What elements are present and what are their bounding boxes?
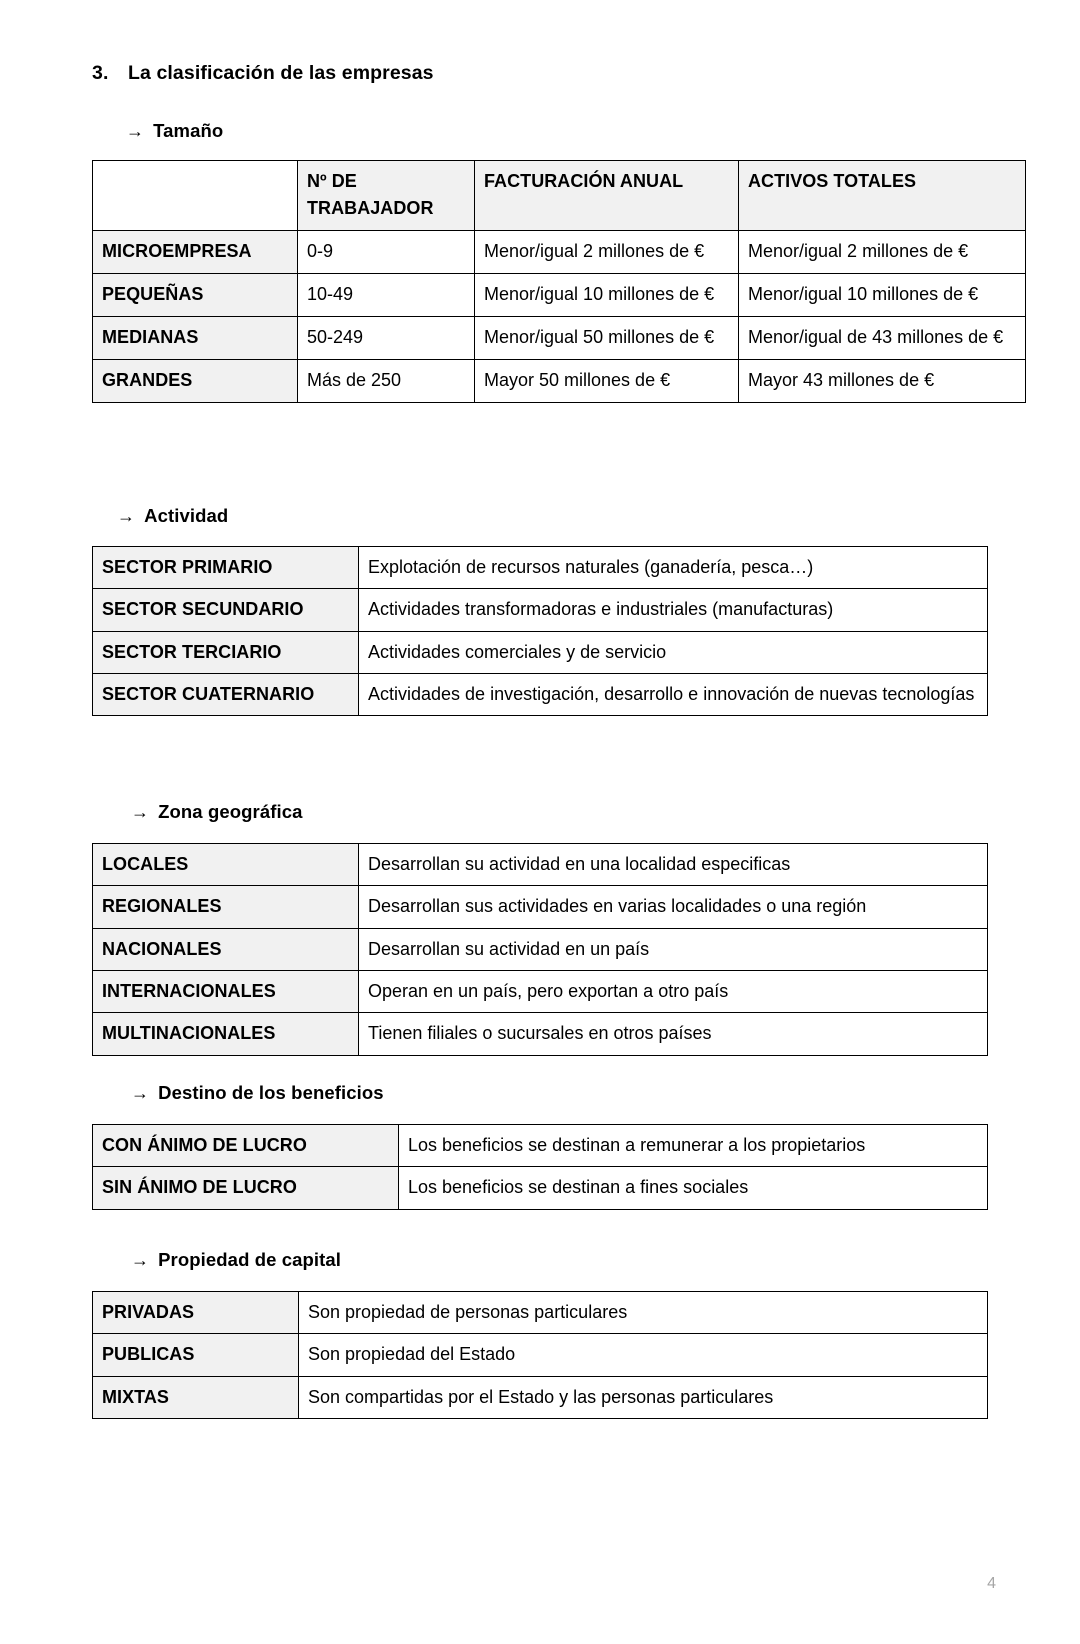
row-label-sector-secundario: SECTOR SECUNDARIO [93,589,359,631]
cell-trabajadores-pequenas: 10-49 [298,273,475,316]
subheading-actividad [117,505,228,527]
row-label-medianas: MEDIANAS [93,316,298,359]
table-row [93,928,988,970]
page-title [92,62,434,85]
table-row [93,230,1026,273]
page-number: 4 [987,1575,996,1592]
row-label-con-animo-de-lucro: CON ÁNIMO DE LUCRO [93,1125,399,1167]
row-label-internacionales: INTERNACIONALES [93,971,359,1013]
cell-activos-grandes: Mayor 43 millones de € [739,359,1026,402]
cell-facturacion-grandes: Mayor 50 millones de € [475,359,739,402]
table-row [93,1125,988,1167]
table-tamano [92,160,1026,403]
subheading-tamano-label: Tamaño [153,120,224,141]
row-label-nacionales: NACIONALES [93,928,359,970]
table-row [93,589,988,631]
header-facturacion: FACTURACIÓN ANUAL [475,161,739,231]
table-propiedad-capital [92,1291,988,1419]
row-label-sector-primario: SECTOR PRIMARIO [93,547,359,589]
cell-desc-sector-cuaternario: Actividades de investigación, desarrollo e innovación de nuevas tecnologías [359,674,988,716]
row-label-mixtas: MIXTAS [93,1376,299,1418]
table-zona-geografica [92,843,988,1056]
arrow-icon: → [126,121,145,141]
table-row [93,886,988,928]
table-row [93,674,988,716]
table-row [93,1167,988,1209]
row-label-microempresa: MICROEMPRESA [93,230,298,273]
subheading-destino-label: Destino de los beneficios [158,1082,384,1103]
cell-desc-multinacionales: Tienen filiales o sucursales en otros países [359,1013,988,1055]
cell-activos-medianas: Menor/igual de 43 millones de € [739,316,1026,359]
cell-trabajadores-medianas: 50-249 [298,316,475,359]
cell-activos-microempresa: Menor/igual 2 millones de € [739,230,1026,273]
row-label-regionales: REGIONALES [93,886,359,928]
subheading-actividad-label: Actividad [144,505,229,526]
section-number: 3. [92,62,109,84]
table-row [93,631,988,673]
cell-desc-publicas: Son propiedad del Estado [299,1334,988,1376]
cell-desc-sector-primario: Explotación de recursos naturales (ganadería, pesca…) [359,547,988,589]
cell-facturacion-pequenas: Menor/igual 10 millones de € [475,273,739,316]
cell-trabajadores-microempresa: 0-9 [298,230,475,273]
table-row [93,359,1026,402]
row-label-sector-cuaternario: SECTOR CUATERNARIO [93,674,359,716]
cell-desc-con-animo-de-lucro: Los beneficios se destinan a remunerar a los propietarios [399,1125,988,1167]
cell-desc-privadas: Son propiedad de personas particulares [299,1292,988,1334]
table-header-row [93,161,1026,231]
table-row [93,1334,988,1376]
row-label-locales: LOCALES [93,844,359,886]
corner-cell [93,161,298,231]
cell-facturacion-microempresa: Menor/igual 2 millones de € [475,230,739,273]
table-row [93,273,1026,316]
table-row [93,547,988,589]
cell-desc-sector-terciario: Actividades comerciales y de servicio [359,631,988,673]
table-row [93,1292,988,1334]
table-row [93,1376,988,1418]
subheading-zona-geografica [131,801,303,823]
cell-desc-locales: Desarrollan su actividad en una localidad especificas [359,844,988,886]
table-row [93,844,988,886]
cell-desc-nacionales: Desarrollan su actividad en un país [359,928,988,970]
cell-facturacion-medianas: Menor/igual 50 millones de € [475,316,739,359]
row-label-privadas: PRIVADAS [93,1292,299,1334]
arrow-icon: → [117,506,136,526]
arrow-icon: → [131,802,150,822]
section-title-text: La clasificación de las empresas [128,62,434,84]
subheading-tamano [126,120,223,142]
subheading-propiedad-label: Propiedad de capital [158,1249,342,1270]
cell-desc-sector-secundario: Actividades transformadoras e industriales (manufacturas) [359,589,988,631]
subheading-destino-beneficios [131,1082,384,1104]
table-row [93,1013,988,1055]
header-trabajadores: Nº DE TRABAJADOR [298,161,475,231]
cell-desc-mixtas: Son compartidas por el Estado y las personas particulares [299,1376,988,1418]
table-row [93,971,988,1013]
arrow-icon: → [131,1250,150,1270]
cell-trabajadores-grandes: Más de 250 [298,359,475,402]
cell-activos-pequenas: Menor/igual 10 millones de € [739,273,1026,316]
row-label-sin-animo-de-lucro: SIN ÁNIMO DE LUCRO [93,1167,399,1209]
table-actividad [92,546,988,716]
table-row [93,316,1026,359]
cell-desc-regionales: Desarrollan sus actividades en varias localidades o una región [359,886,988,928]
arrow-icon: → [131,1083,150,1103]
subheading-propiedad-capital [131,1249,341,1271]
table-destino-beneficios [92,1124,988,1210]
cell-desc-internacionales: Operan en un país, pero exportan a otro país [359,971,988,1013]
row-label-sector-terciario: SECTOR TERCIARIO [93,631,359,673]
subheading-zona-label: Zona geográfica [158,801,303,822]
header-activos: ACTIVOS TOTALES [739,161,1026,231]
row-label-multinacionales: MULTINACIONALES [93,1013,359,1055]
row-label-pequenas: PEQUEÑAS [93,273,298,316]
row-label-grandes: GRANDES [93,359,298,402]
cell-desc-sin-animo-de-lucro: Los beneficios se destinan a fines sociales [399,1167,988,1209]
row-label-publicas: PUBLICAS [93,1334,299,1376]
